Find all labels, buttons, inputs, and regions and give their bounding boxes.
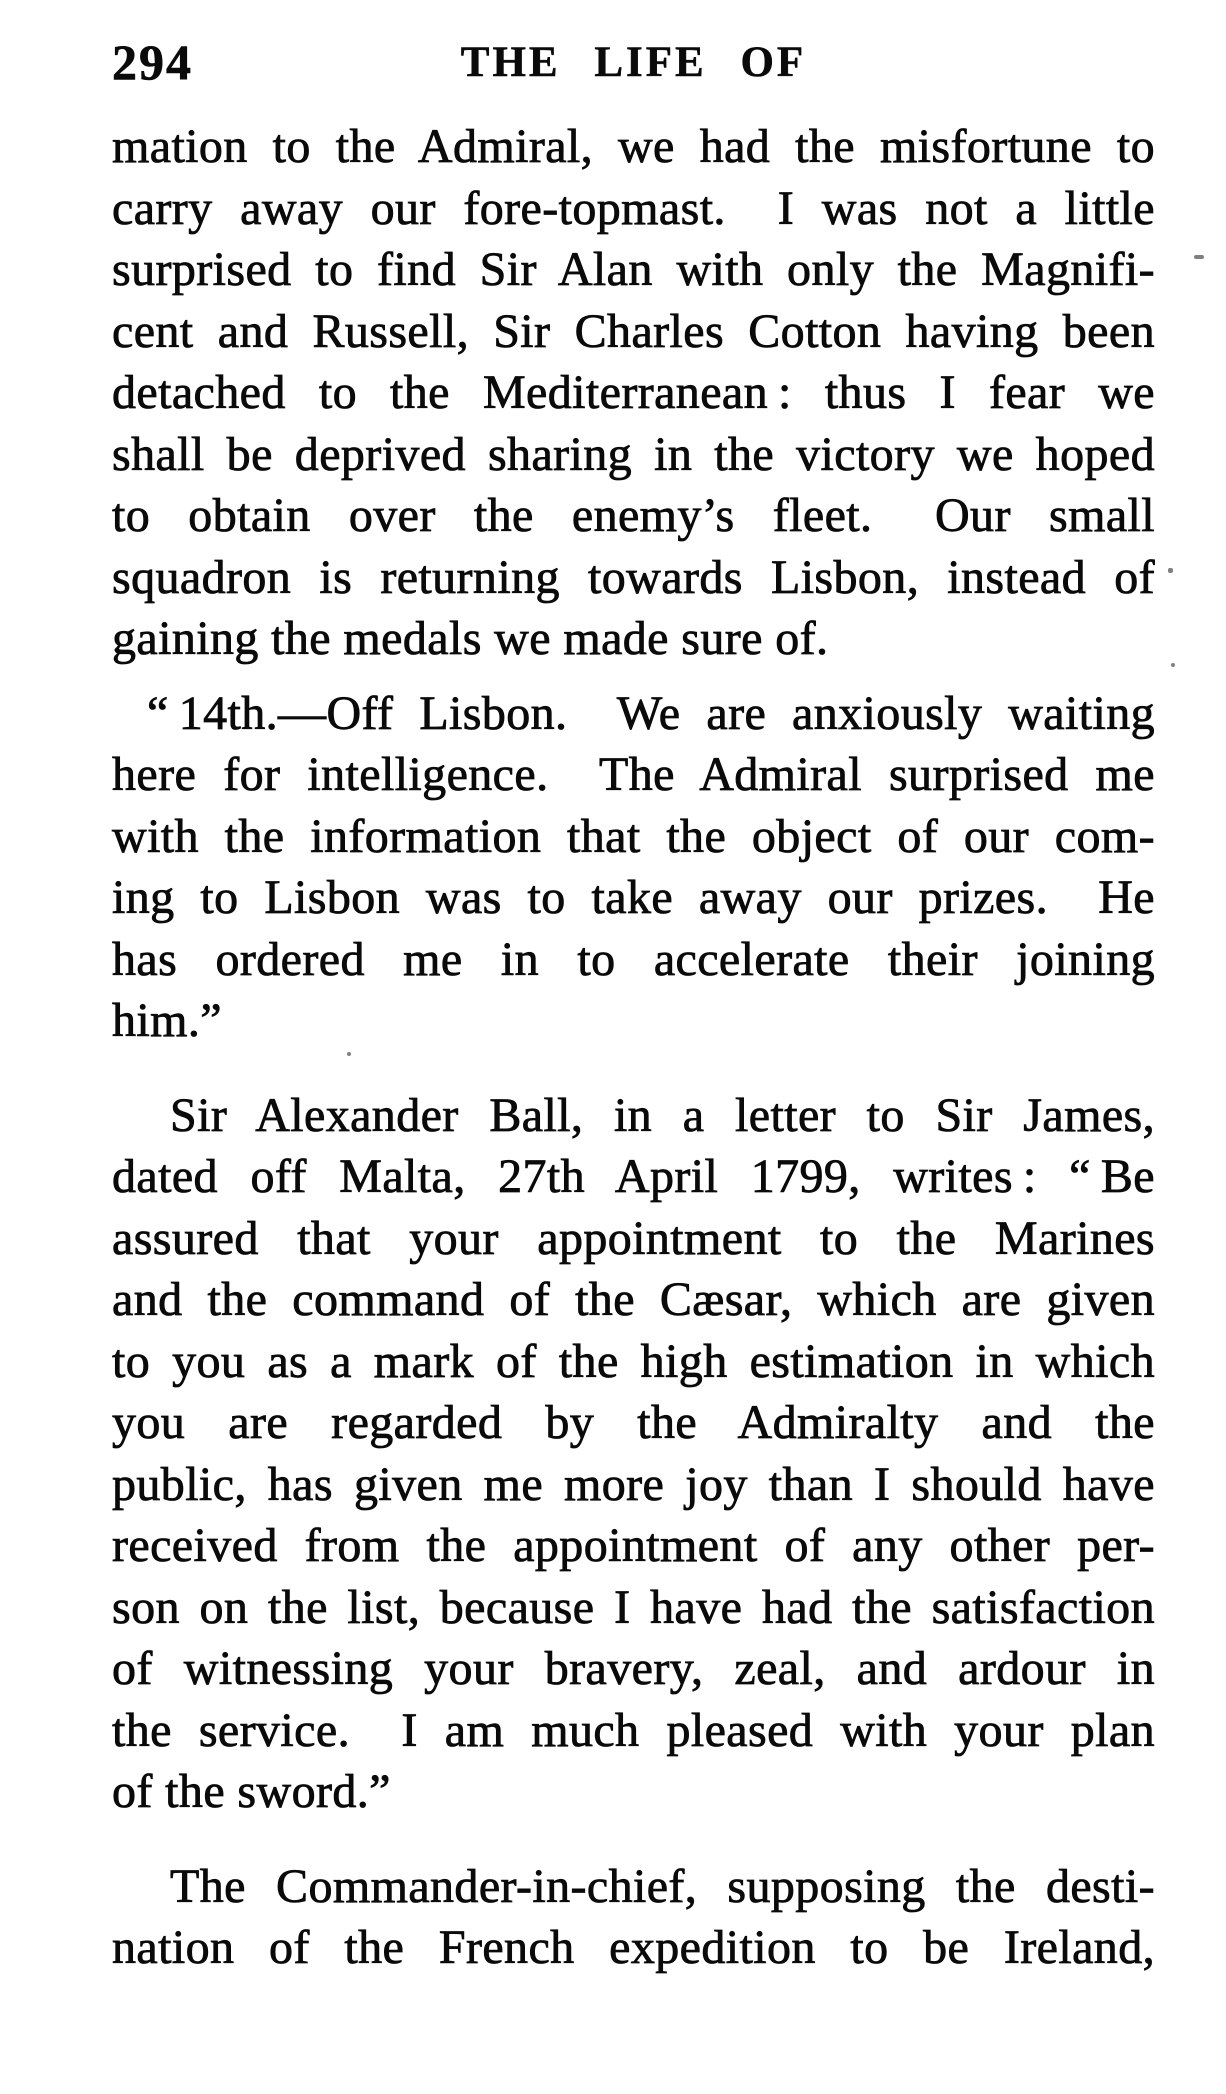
scan-speck [1194, 255, 1204, 259]
scan-speck [1168, 568, 1173, 573]
text-line: here for intelligence. The Admiral surprised me [112, 748, 1155, 801]
paragraph [112, 683, 1155, 1052]
text-line: him.” [112, 994, 222, 1047]
text-line: of witnessing your bravery, zeal, and ardour in [112, 1642, 1155, 1695]
text-line: mation to the Admiral, we had the misfortune to [112, 120, 1155, 173]
text-line: detached to the Mediterranean : thus I fear we [112, 366, 1155, 419]
text-line: assured that your appointment to the Marines [112, 1211, 1155, 1265]
text-line: The Commander-in-chief, supposing the desti- [170, 1859, 1155, 1913]
text-line: nation of the French expedition to be Ireland, [112, 1921, 1155, 1974]
paragraph [112, 116, 1155, 670]
scan-speck [1171, 663, 1175, 667]
text-line: to obtain over the enemy’s fleet. Our small [112, 489, 1155, 542]
text-line: of the sword.” [112, 1765, 391, 1818]
text-line: public, has given me more joy than I should have [112, 1457, 1155, 1511]
text-line: squadron is returning towards Lisbon, instead of [112, 550, 1155, 604]
text-line: has ordered me in to accelerate their joining [112, 932, 1155, 986]
text-line: the service. I am much pleased with your plan [112, 1703, 1155, 1757]
text-line: carry away our fore-topmast. I was not a little [112, 181, 1155, 235]
text-line: and the command of the Cæsar, which are given [112, 1273, 1155, 1326]
paragraph [112, 1085, 1155, 1823]
text-line: gaining the medals we made sure of. [112, 612, 829, 665]
text-line: you are regarded by the Admiralty and the [112, 1396, 1155, 1449]
text-line: dated off Malta, 27th April 1799, writes : “ Be [112, 1150, 1155, 1203]
running-title: THE LIFE OF [460, 39, 807, 86]
paragraph [112, 1856, 1155, 1979]
page-text [112, 116, 1155, 1979]
running-head [112, 34, 1155, 90]
text-line: cent and Russell, Sir Charles Cotton having been [112, 304, 1155, 358]
text-line: shall be deprived sharing in the victory we hoped [112, 427, 1155, 481]
text-line: Sir Alexander Ball, in a letter to Sir James, [170, 1088, 1155, 1142]
text-line: received from the appointment of any other per- [112, 1519, 1155, 1572]
text-line: son on the list, because I have had the satisfaction [112, 1580, 1155, 1634]
text-line: “ 14th.—Off Lisbon. We are anxiously waiting [147, 686, 1155, 740]
page-number: 294 [112, 34, 193, 90]
text-line: surprised to find Sir Alan with only the Magnifi- [112, 243, 1155, 296]
text-line: to you as a mark of the high estimation in which [112, 1334, 1155, 1388]
text-line: ing to Lisbon was to take away our prizes. He [112, 871, 1155, 924]
text-line: with the information that the object of our com- [112, 809, 1155, 863]
scan-speck [347, 1052, 351, 1056]
